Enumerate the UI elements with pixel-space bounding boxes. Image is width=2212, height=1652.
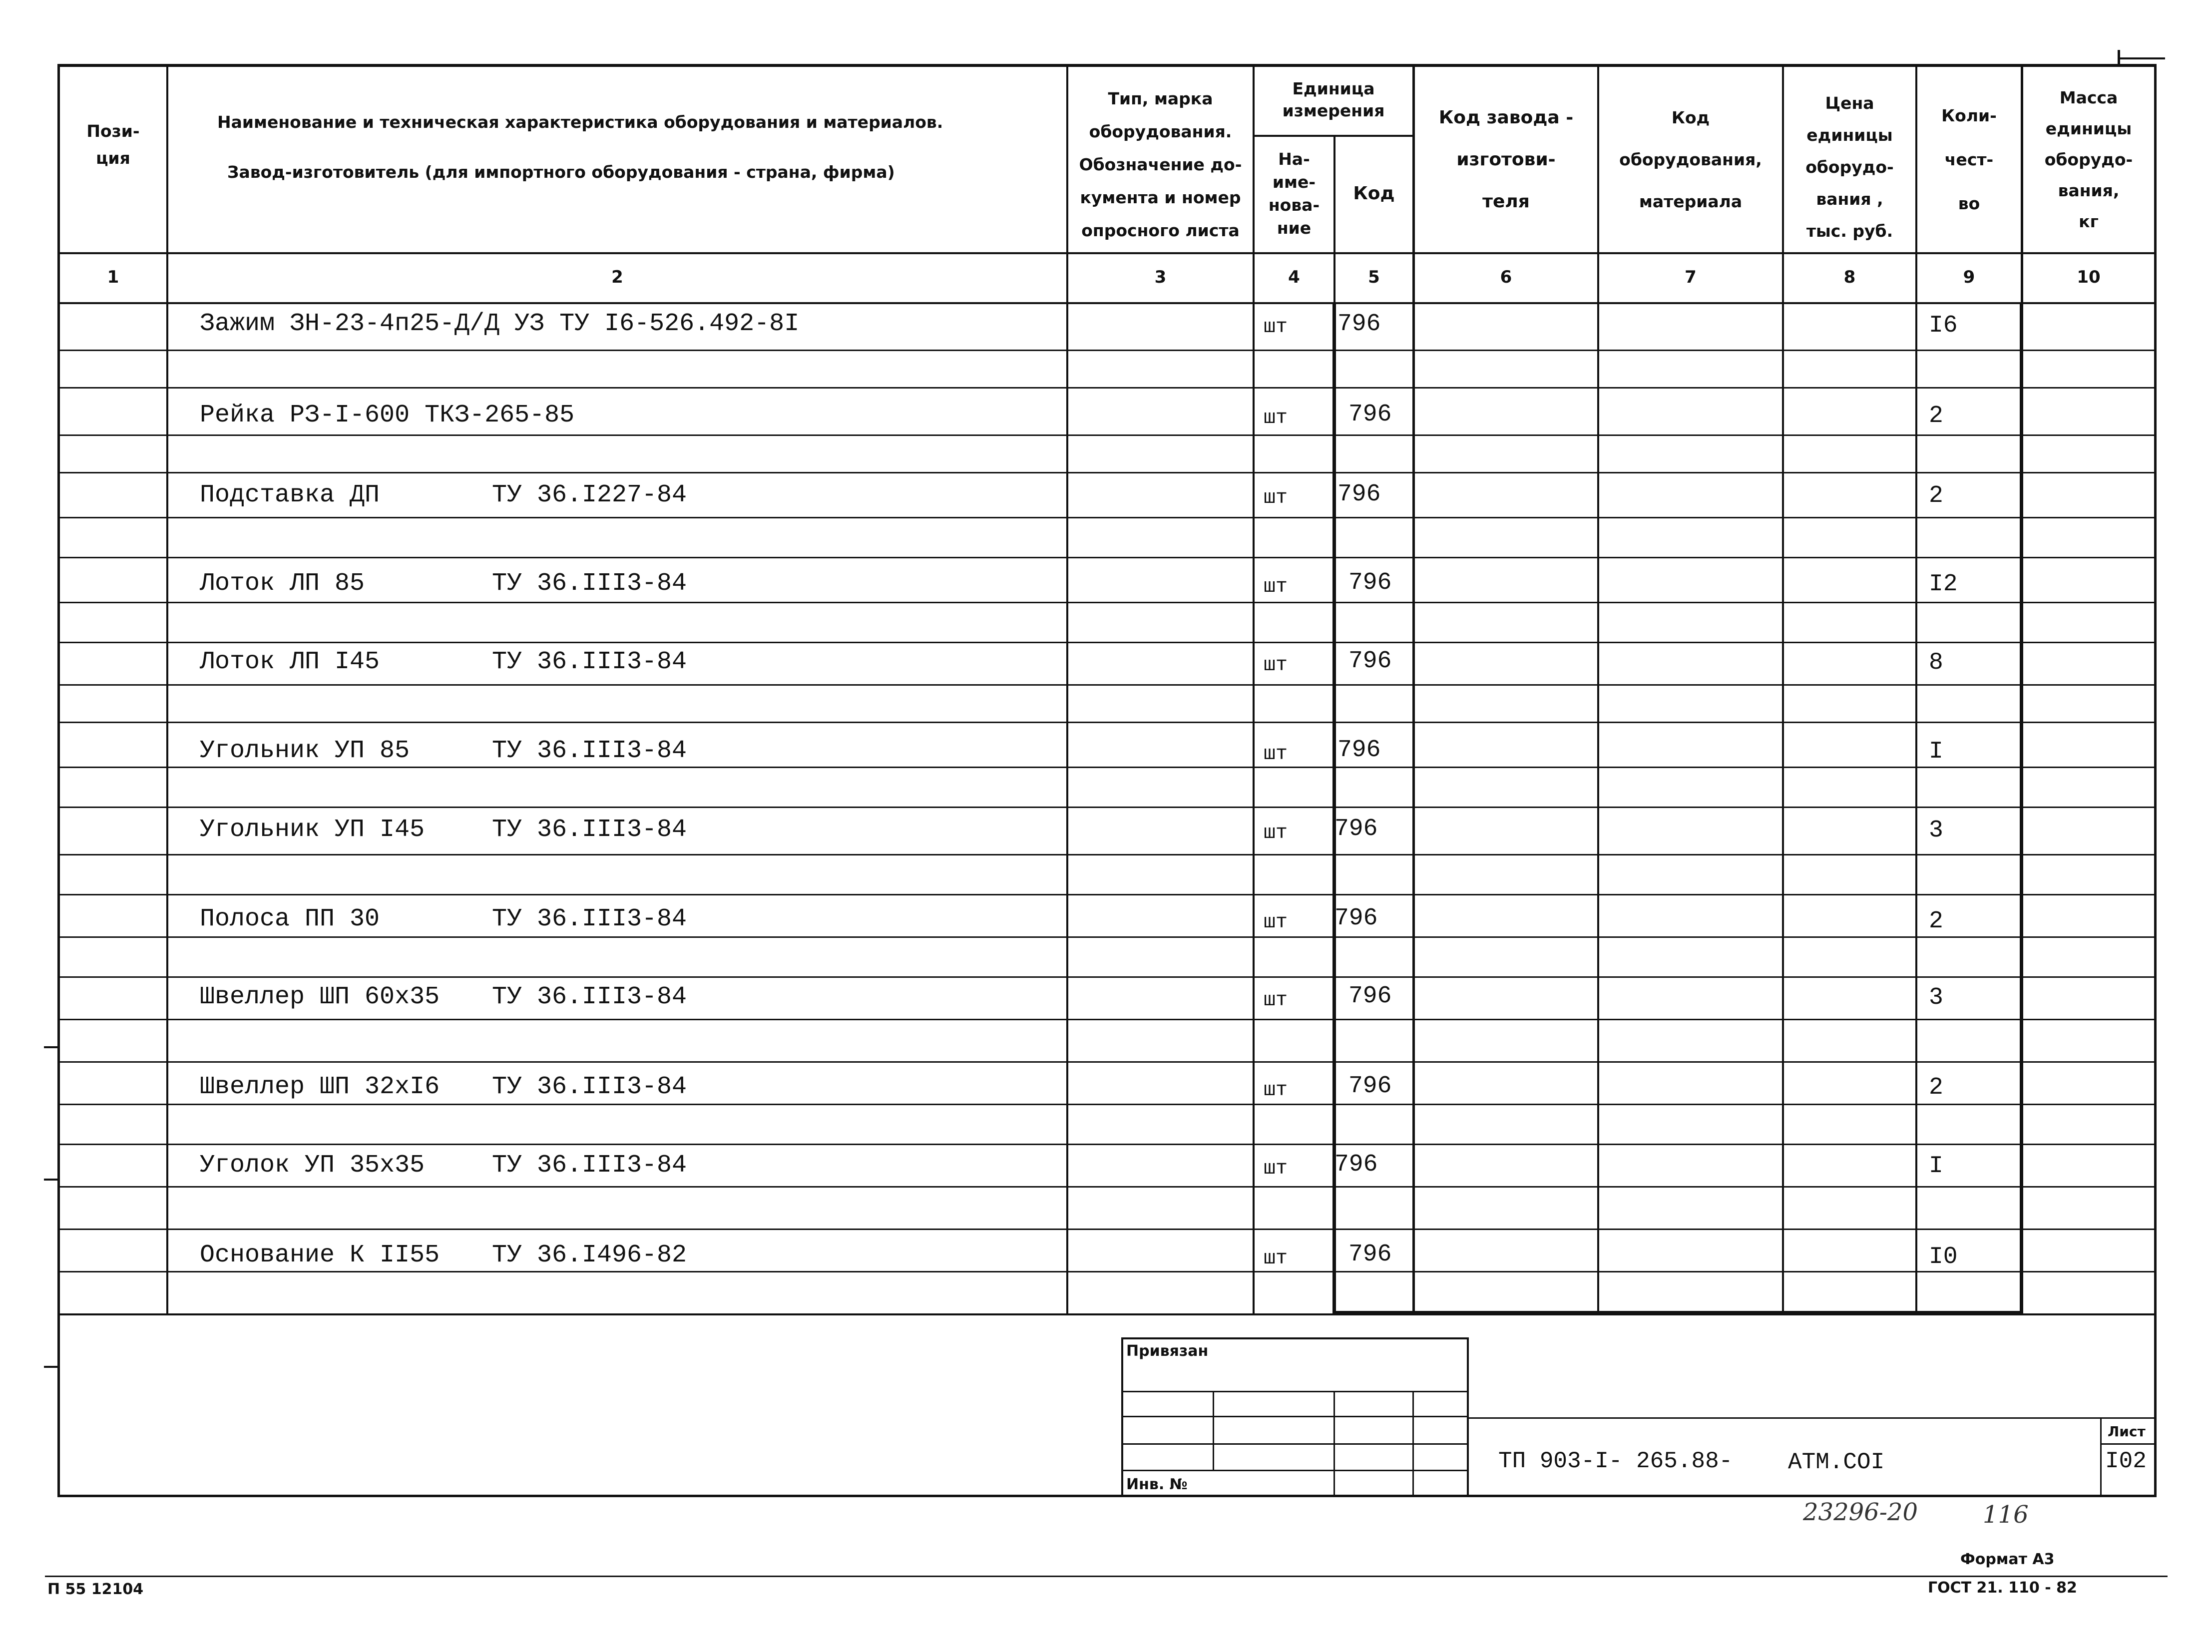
row-line <box>57 976 2155 978</box>
col-sep-7 <box>1782 64 1784 1314</box>
item-spec: ТУ 36.III3-84 <box>492 816 687 844</box>
item-unit: шт <box>1264 1158 1288 1180</box>
item-quantity: 2 <box>1929 403 1943 429</box>
col-sep-8 <box>1915 64 1917 1314</box>
document-suffix: АТМ.COI <box>1788 1449 1885 1475</box>
item-quantity: 2 <box>1929 482 1943 509</box>
margin-tick <box>44 1046 59 1048</box>
item-name: Швеллер ШП 60x35 <box>200 983 440 1011</box>
item-unit: шт <box>1264 822 1288 844</box>
item-spec: ТУ 36.III3-84 <box>492 648 687 676</box>
item-unit-code: 796 <box>1334 1151 1378 1178</box>
sheet-cell-left <box>2100 1417 2102 1497</box>
item-unit-code: 796 <box>1348 401 1392 428</box>
item-quantity: 3 <box>1929 817 1943 844</box>
item-quantity: 3 <box>1929 984 1943 1011</box>
header-unit-name: На- име- нова- ние <box>1268 149 1320 238</box>
row-line <box>57 1061 2155 1063</box>
header-name-line2: Завод-изготовитель (для импортного оборудования - страна, фирма) <box>227 162 895 182</box>
document-code: ТП 903-I- 265.88- <box>1498 1448 1733 1474</box>
frame-right <box>2154 64 2157 1497</box>
col-sep-5 <box>1412 64 1415 1314</box>
item-name: Рейка РЗ-I-600 ТКЗ-265-85 <box>200 401 575 429</box>
row-line <box>57 1104 2155 1105</box>
item-unit: шт <box>1264 911 1288 934</box>
stamp-row <box>1121 1443 1468 1445</box>
item-unit: шт <box>1264 576 1288 598</box>
inventory-number-label: Инв. № <box>1126 1476 1188 1493</box>
stamp-col <box>1333 1391 1335 1497</box>
frame-top <box>57 64 2155 67</box>
header-quantity: Коли- чест- во <box>1941 106 1997 213</box>
stamp-left <box>1121 1337 1123 1497</box>
item-spec: ТУ 36.III3-84 <box>492 569 687 598</box>
header-bottom <box>57 252 2155 254</box>
column-number: 2 <box>611 267 623 287</box>
row-line <box>57 894 2155 895</box>
item-quantity: 8 <box>1929 649 1943 676</box>
header-equipment-code: Код оборудования, материала <box>1619 108 1762 211</box>
standard-label: ГОСТ 21. 110 - 82 <box>1928 1579 2077 1597</box>
item-unit: шт <box>1264 316 1288 339</box>
item-unit-code: 796 <box>1348 648 1392 675</box>
column-number: 5 <box>1368 267 1380 287</box>
header-mass: Масса единицы оборудо- вания, кг <box>2044 88 2133 231</box>
stamp-row <box>1121 1470 1468 1471</box>
column-number: 4 <box>1288 267 1300 287</box>
column-number: 7 <box>1685 267 1697 287</box>
item-name: Угольник УП I45 <box>200 816 425 844</box>
row-line <box>57 1019 2155 1020</box>
stamp-row <box>1121 1391 1468 1392</box>
col-sep-1 <box>166 64 168 1314</box>
header-unit-code: Код <box>1353 183 1395 204</box>
stamp-top <box>1121 1337 1468 1339</box>
column-number: 3 <box>1154 267 1167 287</box>
item-spec: ТУ 36.I496-82 <box>492 1241 687 1269</box>
item-quantity: I <box>1929 1153 1943 1180</box>
unit-group-divider <box>1253 135 1413 137</box>
row-line <box>57 642 2155 643</box>
item-unit: шт <box>1264 743 1288 766</box>
column-number: 6 <box>1500 267 1512 287</box>
format-label: Формат А3 <box>1960 1551 2055 1568</box>
item-spec: ТУ 36.I227-84 <box>492 481 687 509</box>
item-name: Угольник УП 85 <box>200 737 410 765</box>
footer-left-code: П 55 12104 <box>47 1581 144 1598</box>
item-name: Уголок УП 35x35 <box>200 1151 425 1180</box>
item-unit: шт <box>1264 989 1288 1012</box>
item-spec: ТУ 36.III3-84 <box>492 983 687 1011</box>
column-number: 1 <box>107 267 119 287</box>
sheet-cell-divider <box>2100 1443 2155 1445</box>
item-quantity: I0 <box>1929 1243 1958 1270</box>
row-line <box>57 684 2155 686</box>
bound-label: Привязан <box>1126 1342 1209 1360</box>
item-unit-code: 796 <box>1348 1241 1392 1268</box>
row-line <box>57 1229 2155 1230</box>
box-right <box>2020 302 2023 1314</box>
archive-number: 23296-20 <box>1803 1498 1918 1526</box>
stamp-row <box>1121 1416 1468 1417</box>
row-line <box>57 722 2155 723</box>
row-line <box>57 1271 2155 1272</box>
item-unit-code: 796 <box>1348 569 1392 596</box>
item-unit-code: 796 <box>1337 481 1381 508</box>
row-line <box>57 1144 2155 1145</box>
row-line <box>57 434 2155 436</box>
row-line <box>57 854 2155 855</box>
item-unit-code: 796 <box>1334 816 1378 842</box>
margin-tick <box>44 1366 59 1368</box>
row-line <box>57 557 2155 558</box>
header-type: Тип, марка оборудования. Обозначение до- кумента и номер опросного листа <box>1079 89 1242 240</box>
row-line <box>57 602 2155 603</box>
row-line <box>57 807 2155 808</box>
item-quantity: I2 <box>1929 571 1958 598</box>
item-unit: шт <box>1264 1247 1288 1270</box>
stamp-col <box>1213 1391 1214 1471</box>
item-unit-code: 796 <box>1348 1073 1392 1100</box>
item-name: Полоса ПП 30 <box>200 905 380 933</box>
item-unit: шт <box>1264 407 1288 429</box>
item-unit-code: 796 <box>1337 737 1381 764</box>
item-unit: шт <box>1264 1079 1288 1102</box>
item-spec: ТУ 36.III3-84 <box>492 1073 687 1101</box>
item-unit-code: 796 <box>1348 983 1392 1010</box>
item-spec: ТУ 36.III3-84 <box>492 737 687 765</box>
item-spec: ТУ 36.III3-84 <box>492 1151 687 1180</box>
row-line <box>57 350 2155 351</box>
row-line <box>57 472 2155 473</box>
item-quantity: I <box>1929 738 1943 765</box>
item-name: Зажим ЗН-23-4п25-Д/Д УЗ ТУ I6-526.492-8I <box>200 310 800 338</box>
item-quantity: I6 <box>1929 312 1958 339</box>
sheet-number: I02 <box>2105 1448 2147 1474</box>
header-price: Цена единицы оборудо- вания , тыс. руб. <box>1805 93 1894 241</box>
column-number: 8 <box>1843 267 1856 287</box>
item-quantity: 2 <box>1929 1074 1943 1101</box>
col-sep-6 <box>1597 64 1599 1314</box>
sheet-label: Лист <box>2108 1423 2146 1440</box>
box-bottom <box>1332 1311 2023 1314</box>
item-name: Швеллер ШП 32xI6 <box>200 1073 440 1101</box>
col-sep-2 <box>1066 64 1068 1314</box>
item-unit: шт <box>1264 654 1288 677</box>
header-name-line1: Наименование и техническая характеристика оборудования и материалов. <box>217 112 943 132</box>
handwritten-page-number: 116 <box>1983 1501 2029 1529</box>
stamp-col <box>1412 1391 1414 1497</box>
column-number: 9 <box>1963 267 1975 287</box>
row-line <box>57 936 2155 938</box>
row-line <box>57 517 2155 518</box>
header-unit-group: Единица измерения <box>1282 79 1385 120</box>
row-line <box>57 1186 2155 1188</box>
row-line <box>57 767 2155 768</box>
item-quantity: 2 <box>1929 908 1943 935</box>
item-spec: ТУ 36.III3-84 <box>492 905 687 933</box>
doc-code-top <box>1467 1417 2155 1419</box>
item-name: Подставка ДП <box>200 481 380 509</box>
item-unit: шт <box>1264 487 1288 509</box>
item-unit-code: 796 <box>1337 311 1381 338</box>
margin-tick <box>44 1179 59 1181</box>
column-number: 10 <box>2077 267 2101 287</box>
footer-rule <box>45 1576 2168 1577</box>
colnum-bottom <box>57 302 2155 304</box>
top-corner-mark-h <box>2120 57 2165 59</box>
frame-bottom <box>57 1495 2155 1497</box>
item-name: Лоток ЛП 85 <box>200 569 365 598</box>
header-position: Пози- ция <box>86 121 140 168</box>
col-sep-3 <box>1253 64 1255 1314</box>
row-line <box>57 387 2155 389</box>
item-name: Основание К II55 <box>200 1241 440 1269</box>
header-factory-code: Код завода - изготови- теля <box>1438 107 1574 212</box>
item-name: Лоток ЛП I45 <box>200 648 380 676</box>
item-unit-code: 796 <box>1334 905 1378 932</box>
